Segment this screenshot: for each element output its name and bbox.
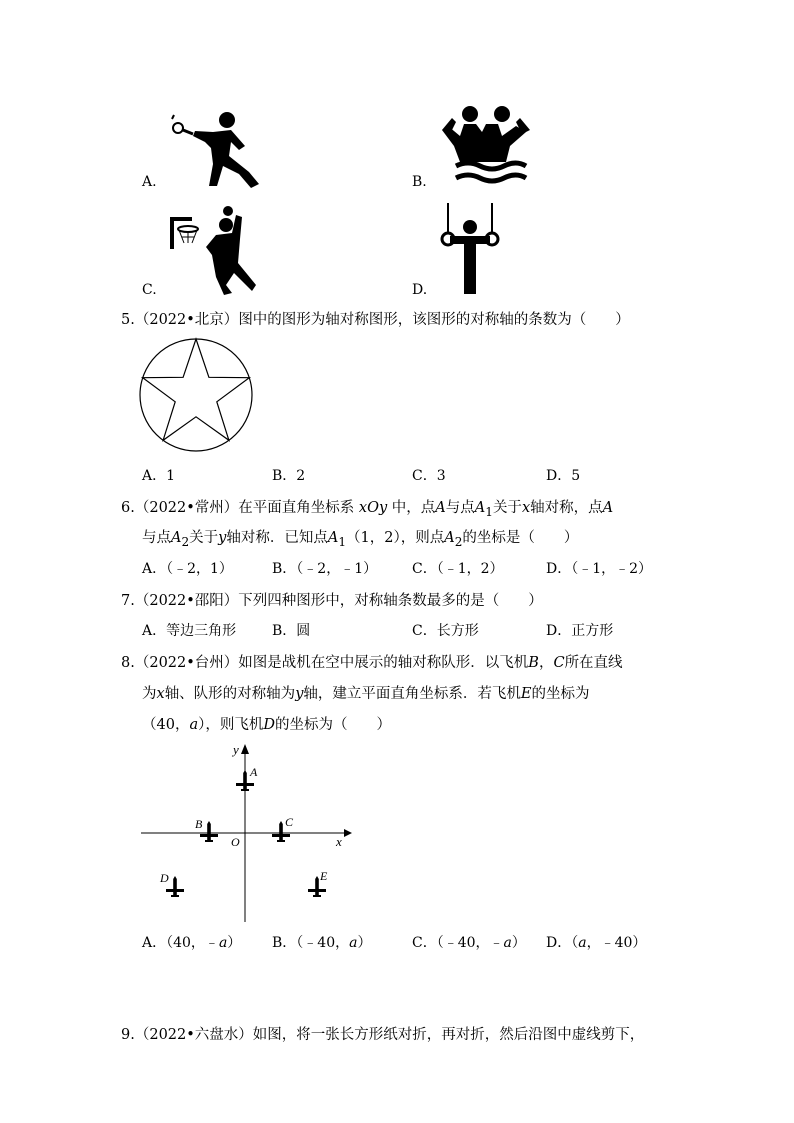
q7-option-d: D．正方形: [546, 623, 614, 639]
jet-b-label: B: [195, 817, 203, 831]
jet-c-label: C: [285, 815, 294, 829]
fighter-jets-coordinate-figure: [138, 740, 354, 926]
question-9-stem: 9.（2022•六盘水）如图，将一张长方形纸对折，再对折，然后沿图中虚线剪下，: [121, 1027, 645, 1043]
jet-d-label: D: [160, 871, 169, 885]
q5-option-c: C．3: [412, 468, 446, 484]
option-c-label: C.: [142, 282, 157, 298]
basketball-player-icon: [168, 205, 260, 297]
q7-option-b: B．圆: [272, 623, 311, 639]
option-a-label: A.: [142, 174, 157, 190]
q8-option-b: B．（﹣40，a）: [272, 935, 372, 951]
jet-b: [200, 821, 218, 842]
x-axis-label: x: [336, 834, 342, 849]
x-axis-arrow: [344, 829, 352, 837]
question-5-number: 5.: [121, 312, 135, 328]
jet-a-label: A: [250, 765, 258, 779]
q6-option-c: C．（﹣1，2）: [412, 561, 504, 577]
q6-option-b: B．（﹣2，﹣1）: [272, 561, 378, 577]
q6-option-a: A．（﹣2，1）: [142, 561, 233, 577]
circle-star-figure: [138, 337, 258, 453]
origin-label: O: [231, 835, 240, 849]
y-axis-arrow: [241, 744, 249, 754]
q8-option-d: D．（a，﹣40）: [546, 935, 647, 951]
y-axis-label: y: [233, 742, 239, 757]
gymnastics-rings-icon: [438, 203, 502, 295]
option-b-label: B.: [412, 174, 427, 190]
q5-option-a: A．1: [142, 468, 176, 484]
badminton-player-icon: [165, 110, 265, 188]
question-5-text: 图中的图形为轴对称图形，该图形的对称轴的条数为（ ）: [238, 312, 630, 328]
question-7-stem: 7.（2022•邵阳）下列四种图形中，对称轴条数最多的是（ ）: [121, 593, 543, 609]
jet-d: [166, 876, 184, 897]
jet-e-label: E: [320, 869, 328, 883]
option-d-label: D.: [412, 282, 428, 298]
q5-option-b: B．2: [272, 468, 306, 484]
question-5-source: （2022•北京）: [134, 312, 239, 328]
q6-option-d: D．（﹣1，﹣2）: [546, 561, 653, 577]
question-8-line2: 为x轴、队形的对称轴为y轴，建立平面直角坐标系．若飞机E的坐标为: [142, 686, 590, 702]
q8-option-c: C．（﹣40，﹣a）: [412, 935, 526, 951]
synchronized-swimming-icon: [440, 100, 532, 190]
question-6-line1: 6.（2022•常州）在平面直角坐标系 xOy 中，点A与点$A_1$关于x轴对称，点A: [121, 500, 614, 519]
question-8-line1: 8.（2022•台州）如图是战机在空中展示的轴对称队形．以飞机B，C所在直线: [121, 655, 623, 671]
q7-option-a: A．等边三角形: [142, 623, 237, 639]
q7-option-c: C．长方形: [412, 623, 479, 639]
question-6-line2: 与点$A_2$关于y轴对称．已知点$A_1(1$，2），则点$A_2$的坐标是（ ）: [142, 530, 579, 549]
question-5-stem: [121, 310, 630, 330]
q5-option-d: D．5: [546, 468, 581, 484]
question-8-line3: （40，a），则飞机D的坐标为（ ）: [142, 717, 391, 733]
q8-option-a: A．（40，﹣a）: [142, 935, 242, 951]
